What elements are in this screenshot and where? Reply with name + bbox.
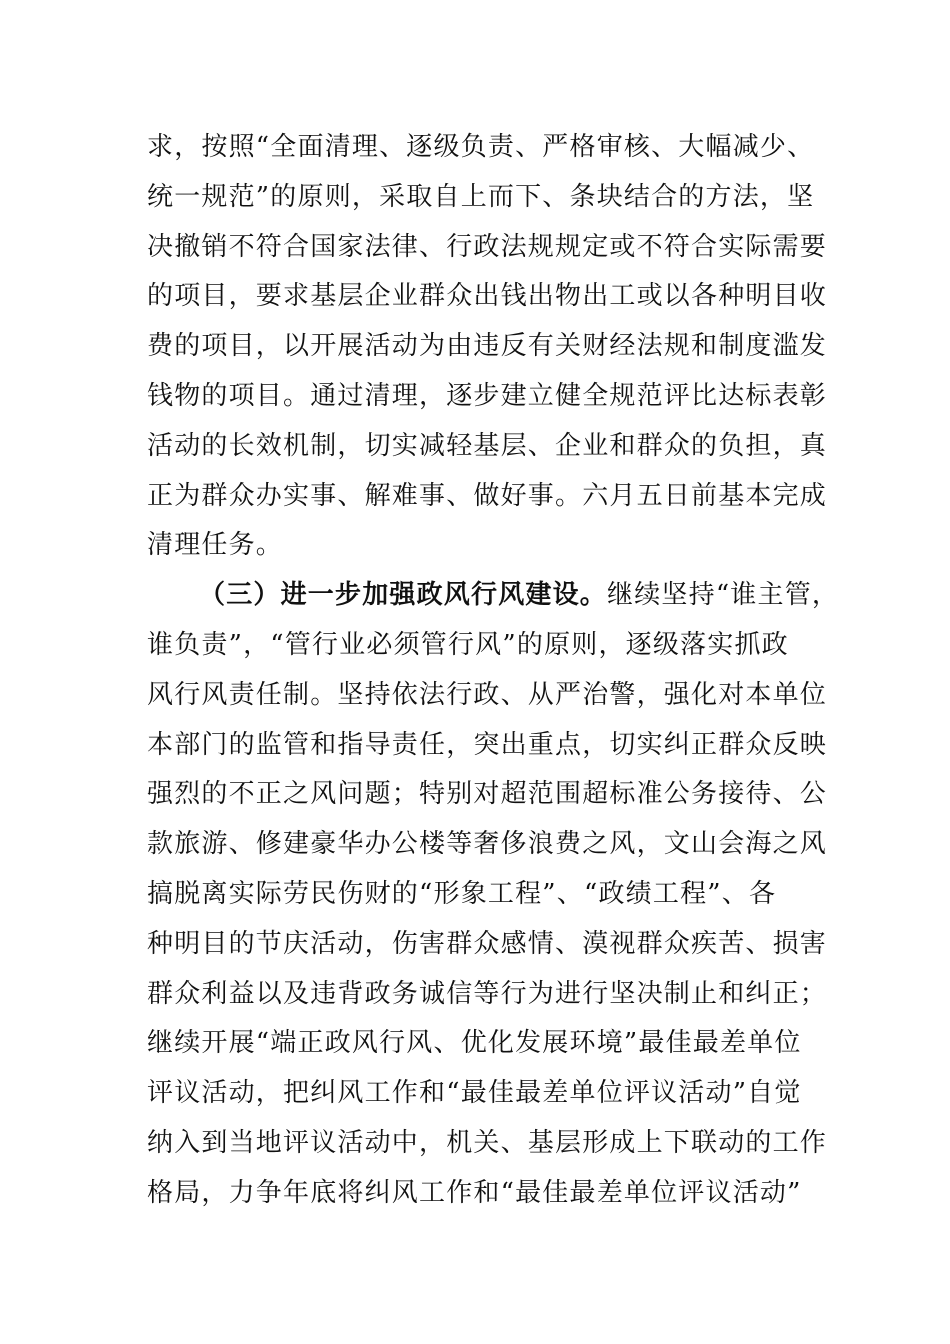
text-line: 决撤销不符合国家法律、行政法规规定或不符合实际需要 xyxy=(147,231,828,262)
paragraph-2 xyxy=(147,571,840,1218)
text-line: 款旅游、修建豪华办公楼等奢侈浪费之风，文山会海之风 xyxy=(147,829,828,860)
text-line: 群众利益以及违背政务诚信等行为进行坚决制止和纠正； xyxy=(147,978,828,1009)
text-line: 统一规范”的原则，采取自上而下、条块结合的方法，坚 xyxy=(147,181,815,212)
text-line: 清理任务。 xyxy=(147,530,284,561)
paragraph-2-first-line xyxy=(147,571,840,621)
text-line: 正为群众办实事、解难事、做好事。六月五日前基本完成 xyxy=(147,480,828,511)
text-line: 费的项目，以开展活动为由违反有关财经法规和制度滥发 xyxy=(147,331,828,362)
text-line: 求，按照“全面清理、逐级负责、严格审核、大幅减少、 xyxy=(147,132,815,162)
text-line: 继续开展“端正政风行风、优化发展环境”最佳最差单位 xyxy=(147,1028,802,1059)
document-body xyxy=(147,123,840,1219)
text-line: 格局，力争年底将纠风工作和“最佳最差单位评议活动” xyxy=(147,1177,802,1208)
first-line-text: 继续坚持“谁主管， xyxy=(607,580,840,611)
section-heading: （三）进一步加强政风行风建设。 xyxy=(199,580,608,611)
text-line: 本部门的监管和指导责任，突出重点，切实纠正群众反映 xyxy=(147,729,828,760)
text-line: 搞脱离实际劳民伤财的“形象工程”、“政绩工程”、各 xyxy=(147,878,777,909)
text-line: 谁负责”，“管行业必须管行风”的原则，逐级落实抓政 xyxy=(147,629,789,660)
text-line: 纳入到当地评议活动中，机关、基层形成上下联动的工作 xyxy=(147,1127,828,1158)
text-line: 种明目的节庆活动，伤害群众感情、漠视群众疾苦、损害 xyxy=(147,928,828,959)
text-line: 钱物的项目。通过清理，逐步建立健全规范评比达标表彰 xyxy=(147,380,828,411)
text-line: 评议活动，把纠风工作和“最佳最差单位评议活动”自觉 xyxy=(147,1078,802,1109)
text-line: 的项目，要求基层企业群众出钱出物出工或以各种明目收 xyxy=(147,281,828,312)
text-line: 风行风责任制。坚持依法行政、从严治警，强化对本单位 xyxy=(147,679,828,710)
text-line: 活动的长效机制，切实减轻基层、企业和群众的负担，真 xyxy=(147,430,828,461)
text-line: 强烈的不正之风问题；特别对超范围超标准公务接待、公 xyxy=(147,779,828,810)
paragraph-1 xyxy=(147,123,837,571)
